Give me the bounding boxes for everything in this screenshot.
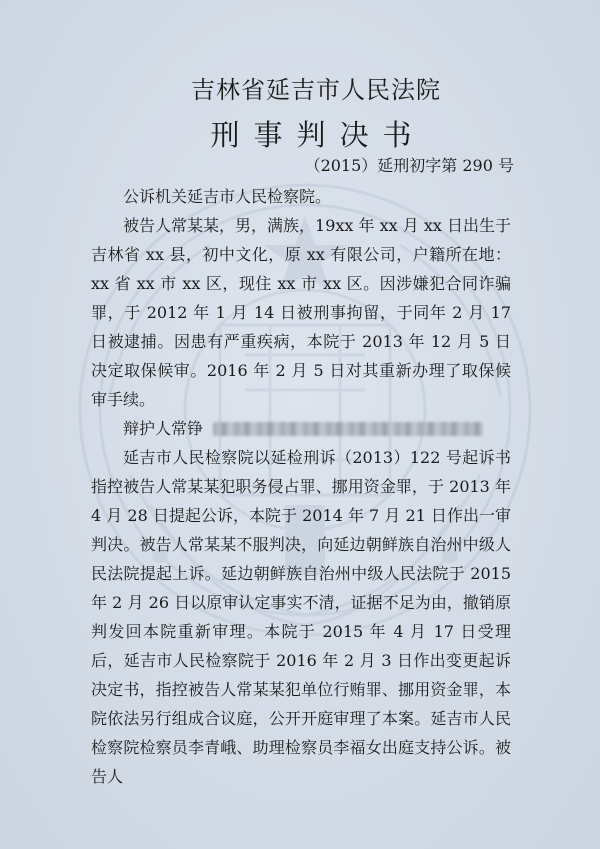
court-name: 吉林省延吉市人民法院 — [191, 76, 441, 104]
prosecutor-paragraph: 公诉机关延吉市人民检察院。 — [123, 187, 332, 206]
document-header — [0, 75, 600, 153]
document-body — [91, 182, 511, 791]
defender-label: 辩护人常铮 — [123, 419, 204, 438]
redacted-block — [213, 422, 483, 436]
document-title: 刑事判决书 — [210, 118, 426, 152]
case-number: （2015）延刑初字第 290 号 — [304, 156, 514, 175]
defender-paragraph — [91, 414, 511, 443]
procedure-paragraph: 延吉市人民检察院以延检刑诉（2013）122 号起诉书指控被告人常某某犯职务侵占罪、挪用资金罪，于 2013 年 4 月 28 日提起公诉，本院于 2014 年 7 月 21 日作出一审判决。被告人常某某不服判决，向延边朝鲜族自治州中级人民法院提起上诉。延边朝鲜族自治州中级人民法院于 2015 年 2 月 26 日以原审认定事实不清，证据不足为由，撤销原判发回本院重新审理。本院于 2015 年 4 月 17 日受理后，延吉市人民检察院于 2016 年 2 月 3 日作出变更起诉决定书，指控被告人常某某犯单位行贿罪、挪用资金罪，本院依法另行组成合议庭，公开开庭审理了本案。延吉市人民检察院检察员李青峨、助理检察员李福女出庭支持公诉。被告人 — [91, 448, 511, 786]
defendant-paragraph: 被告人常某某，男，满族，19xx 年 xx 月 xx 日出生于吉林省 xx 县，初中文化，原 xx 有限公司，户籍所在地：xx 省 xx 市 xx 区，现住 xx 市 xx 区。因涉嫌犯合同诈骗罪，于 2012 年 1 月 14 日被刑事拘留，于同年 2 月 17 日被逮捕。因患有严重疾病，本院于 2013 年 12 月 5 日决定取保候审。2016 年 2 月 5 日对其重新办理了取保候审手续。 — [91, 216, 511, 409]
